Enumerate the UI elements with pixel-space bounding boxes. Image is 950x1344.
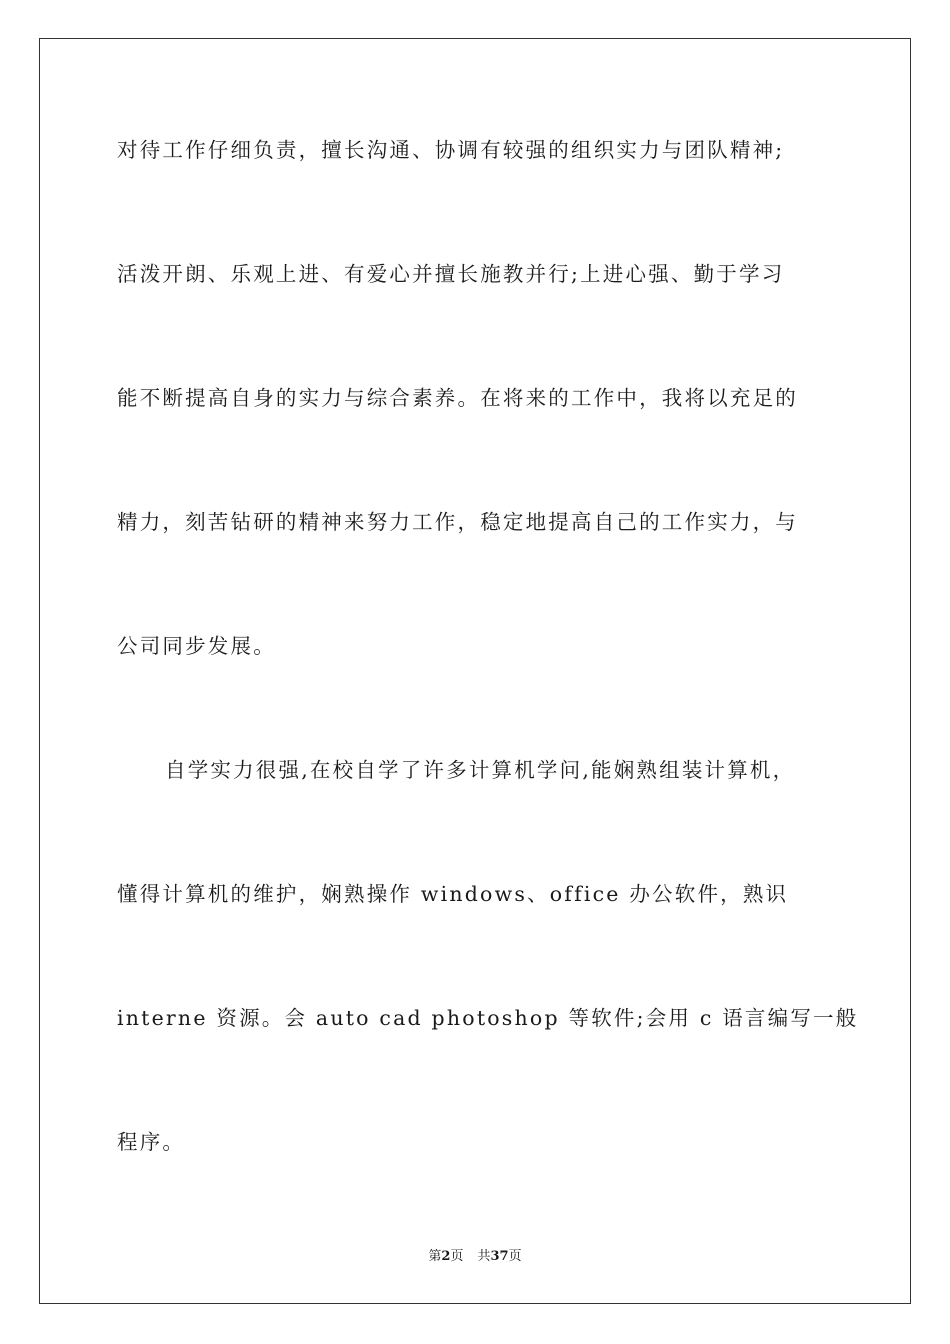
paragraph-line-8: interne 资源。会 auto cad photoshop 等软件;会用 c 语言编写一般 <box>117 1006 859 1030</box>
footer-page-number: 2 <box>441 1249 451 1264</box>
paragraph-line-4: 精力，刻苦钻研的精神来努力工作，稳定地提高自己的工作实力，与 <box>117 510 798 534</box>
page-border <box>39 38 911 1304</box>
paragraph-line-6: 自学实力很强,在校自学了许多计算机学问,能娴熟组装计算机， <box>165 758 796 782</box>
footer-page-prefix: 第 <box>428 1249 442 1264</box>
footer-page-suffix: 页 <box>450 1249 464 1264</box>
footer-total-suffix: 页 <box>508 1249 522 1264</box>
footer-total-pages: 37 <box>490 1249 509 1264</box>
paragraph-line-9: 程序。 <box>117 1130 186 1154</box>
paragraph-line-2: 活泼开朗、乐观上进、有爱心并擅长施教并行;上进心强、勤于学习 <box>117 262 785 286</box>
paragraph-line-1: 对待工作仔细负责，擅长沟通、协调有较强的组织实力与团队精神; <box>117 138 785 162</box>
page-footer <box>0 1248 950 1266</box>
footer-total-prefix: 共 <box>477 1249 491 1264</box>
paragraph-line-5: 公司同步发展。 <box>117 634 276 658</box>
paragraph-line-7: 懂得计算机的维护，娴熟操作 windows、office 办公软件，熟识 <box>117 882 789 906</box>
paragraph-line-3: 能不断提高自身的实力与综合素养。在将来的工作中，我将以充足的 <box>117 386 798 410</box>
